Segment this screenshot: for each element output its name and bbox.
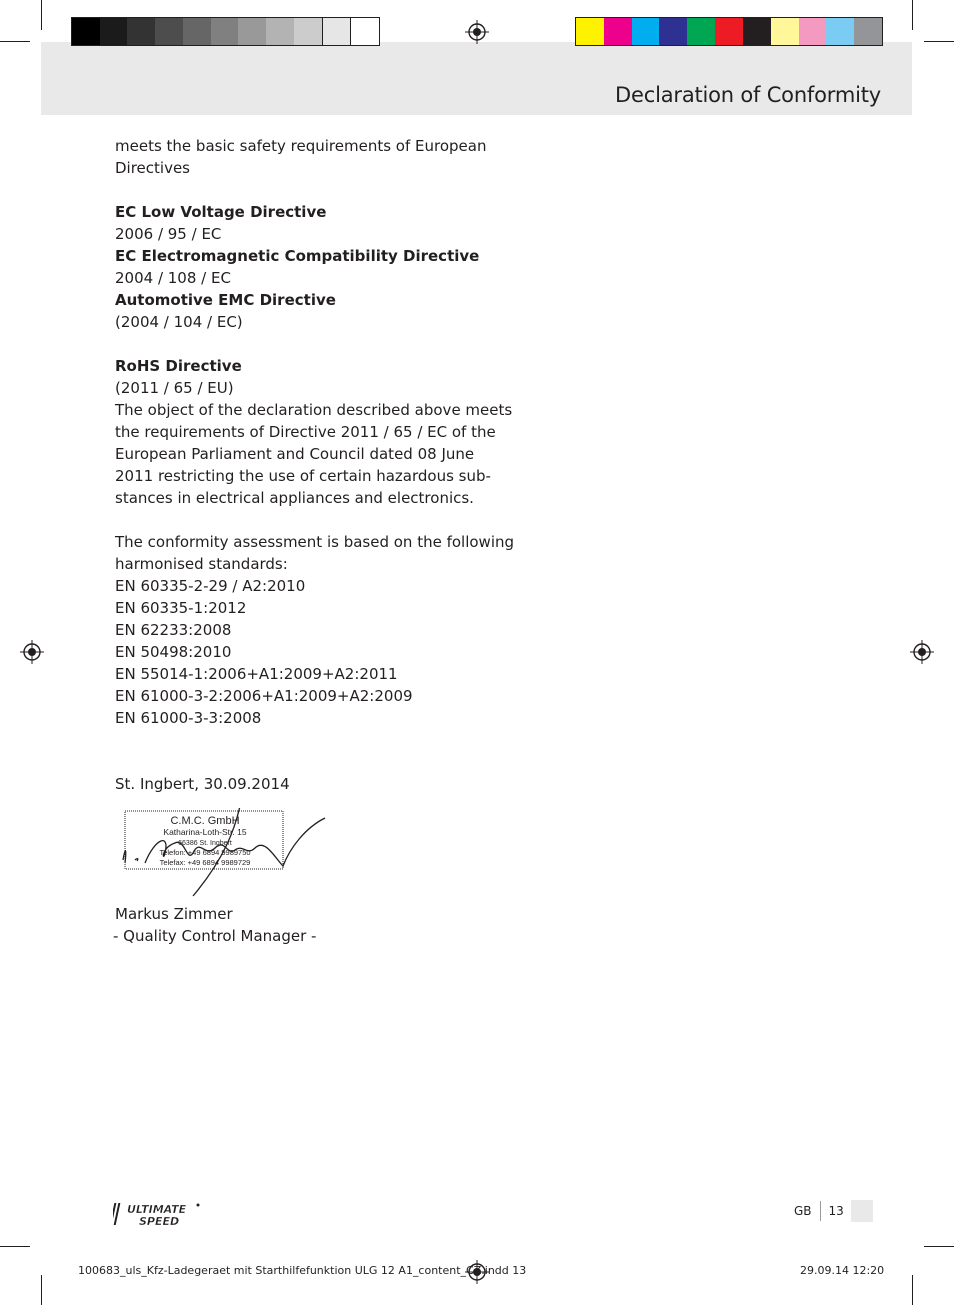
rohs-text-line: European Parliament and Council dated 08 June: [115, 445, 475, 463]
color-swatch: [771, 18, 799, 45]
standard-item: EN 61000-3-2:2006+A1:2009+A2:2009: [115, 687, 413, 705]
language-code: GB: [794, 1204, 812, 1218]
rohs-text-line: The object of the declaration described above meets: [115, 401, 513, 419]
ultimate-speed-logo: [113, 1200, 203, 1228]
footer-page-info: [794, 1200, 849, 1222]
crop-mark: [41, 1275, 42, 1305]
crop-mark: [0, 1246, 30, 1247]
directive-code: 2006 / 95 / EC: [115, 225, 222, 243]
crop-mark: [912, 1275, 913, 1305]
signoff: [115, 903, 316, 947]
standard-item: EN 55014-1:2006+A1:2009+A2:2011: [115, 665, 398, 683]
directive-name: EC Low Voltage Directive: [115, 203, 327, 221]
rohs-text-line: 2011 restricting the use of certain hazardous sub-: [115, 467, 491, 485]
stamp-line: Telefon: +49 6894 9989750: [159, 848, 251, 857]
rohs-heading: RoHS Directive: [115, 357, 242, 375]
color-swatch: [72, 18, 100, 45]
color-swatch: [350, 18, 379, 45]
directive-name: Automotive EMC Directive: [115, 291, 336, 309]
rohs-text-line: stances in electrical appliances and electronics.: [115, 489, 474, 507]
signer-role: - Quality Control Manager -: [113, 927, 317, 945]
svg-text:SPEED: SPEED: [139, 1215, 180, 1228]
directive-code: (2004 / 104 / EC): [115, 313, 243, 331]
page-number: 13: [828, 1204, 844, 1218]
stamp-line: Telefax: +49 6894 9989729: [159, 858, 251, 867]
crop-mark: [924, 41, 954, 42]
page-number-tab: [851, 1200, 873, 1222]
color-swatch: [632, 18, 660, 45]
registration-mark-icon: [465, 20, 489, 44]
print-slug-filename: 100683_uls_Kfz-Ladegeraet mit Starthilfefunktion ULG 12 A1_content_CZ.indd 13: [78, 1264, 527, 1277]
color-swatch: [576, 18, 604, 45]
rohs-code: (2011 / 65 / EU): [115, 379, 234, 397]
crop-mark: [912, 0, 913, 30]
color-swatch: [715, 18, 743, 45]
process-color-bar: [575, 17, 883, 46]
registration-mark-icon: [20, 640, 44, 664]
rohs-text-line: the requirements of Directive 2011 / 65 / EC of the: [115, 423, 496, 441]
color-swatch: [127, 18, 155, 45]
company-stamp-signature: [115, 808, 330, 898]
place-date: St. Ingbert, 30.09.2014: [115, 775, 290, 793]
directive-name: EC Electromagnetic Compatibility Directive: [115, 247, 480, 265]
color-swatch: [854, 18, 882, 45]
print-slug-timestamp: 29.09.14 12:20: [800, 1264, 885, 1277]
stamp-line: 66386 St. Ingbert: [178, 840, 232, 847]
color-swatch: [687, 18, 715, 45]
standard-item: EN 50498:2010: [115, 643, 232, 661]
color-swatch: [659, 18, 687, 45]
declaration-body: [115, 135, 515, 795]
crop-mark: [41, 0, 42, 30]
color-swatch: [604, 18, 632, 45]
directive-code: 2004 / 108 / EC: [115, 269, 231, 287]
stamp-line: Katharina-Loth-Str. 15: [163, 827, 247, 837]
page-title: Declaration of Conformity: [615, 83, 881, 107]
standard-item: EN 62233:2008: [115, 621, 232, 639]
standard-item: EN 60335-2-29 / A2:2010: [115, 577, 306, 595]
stamp-line: C.M.C. GmbH: [170, 815, 240, 827]
signer-name: Markus Zimmer: [115, 905, 233, 923]
grayscale-color-bar: [71, 17, 380, 46]
standard-item: EN 61000-3-3:2008: [115, 709, 262, 727]
color-swatch: [799, 18, 827, 45]
intro-line: Directives: [115, 159, 190, 177]
svg-text:ULTIMATE: ULTIMATE: [127, 1203, 187, 1216]
color-swatch: [211, 18, 239, 45]
color-swatch: [155, 18, 183, 45]
color-swatch: [826, 18, 854, 45]
standards-intro-line: harmonised standards:: [115, 555, 288, 573]
color-swatch: [100, 18, 128, 45]
intro-line: meets the basic safety requirements of European: [115, 137, 487, 155]
color-swatch: [238, 18, 266, 45]
color-swatch: [266, 18, 294, 45]
color-swatch: [322, 18, 351, 45]
standards-intro-line: The conformity assessment is based on the following: [115, 533, 515, 551]
registration-mark-icon: [910, 640, 934, 664]
color-swatch: [294, 18, 322, 45]
crop-mark: [924, 1246, 954, 1247]
standard-item: EN 60335-1:2012: [115, 599, 247, 617]
color-swatch: [183, 18, 211, 45]
color-swatch: [743, 18, 771, 45]
crop-mark: [0, 41, 30, 42]
